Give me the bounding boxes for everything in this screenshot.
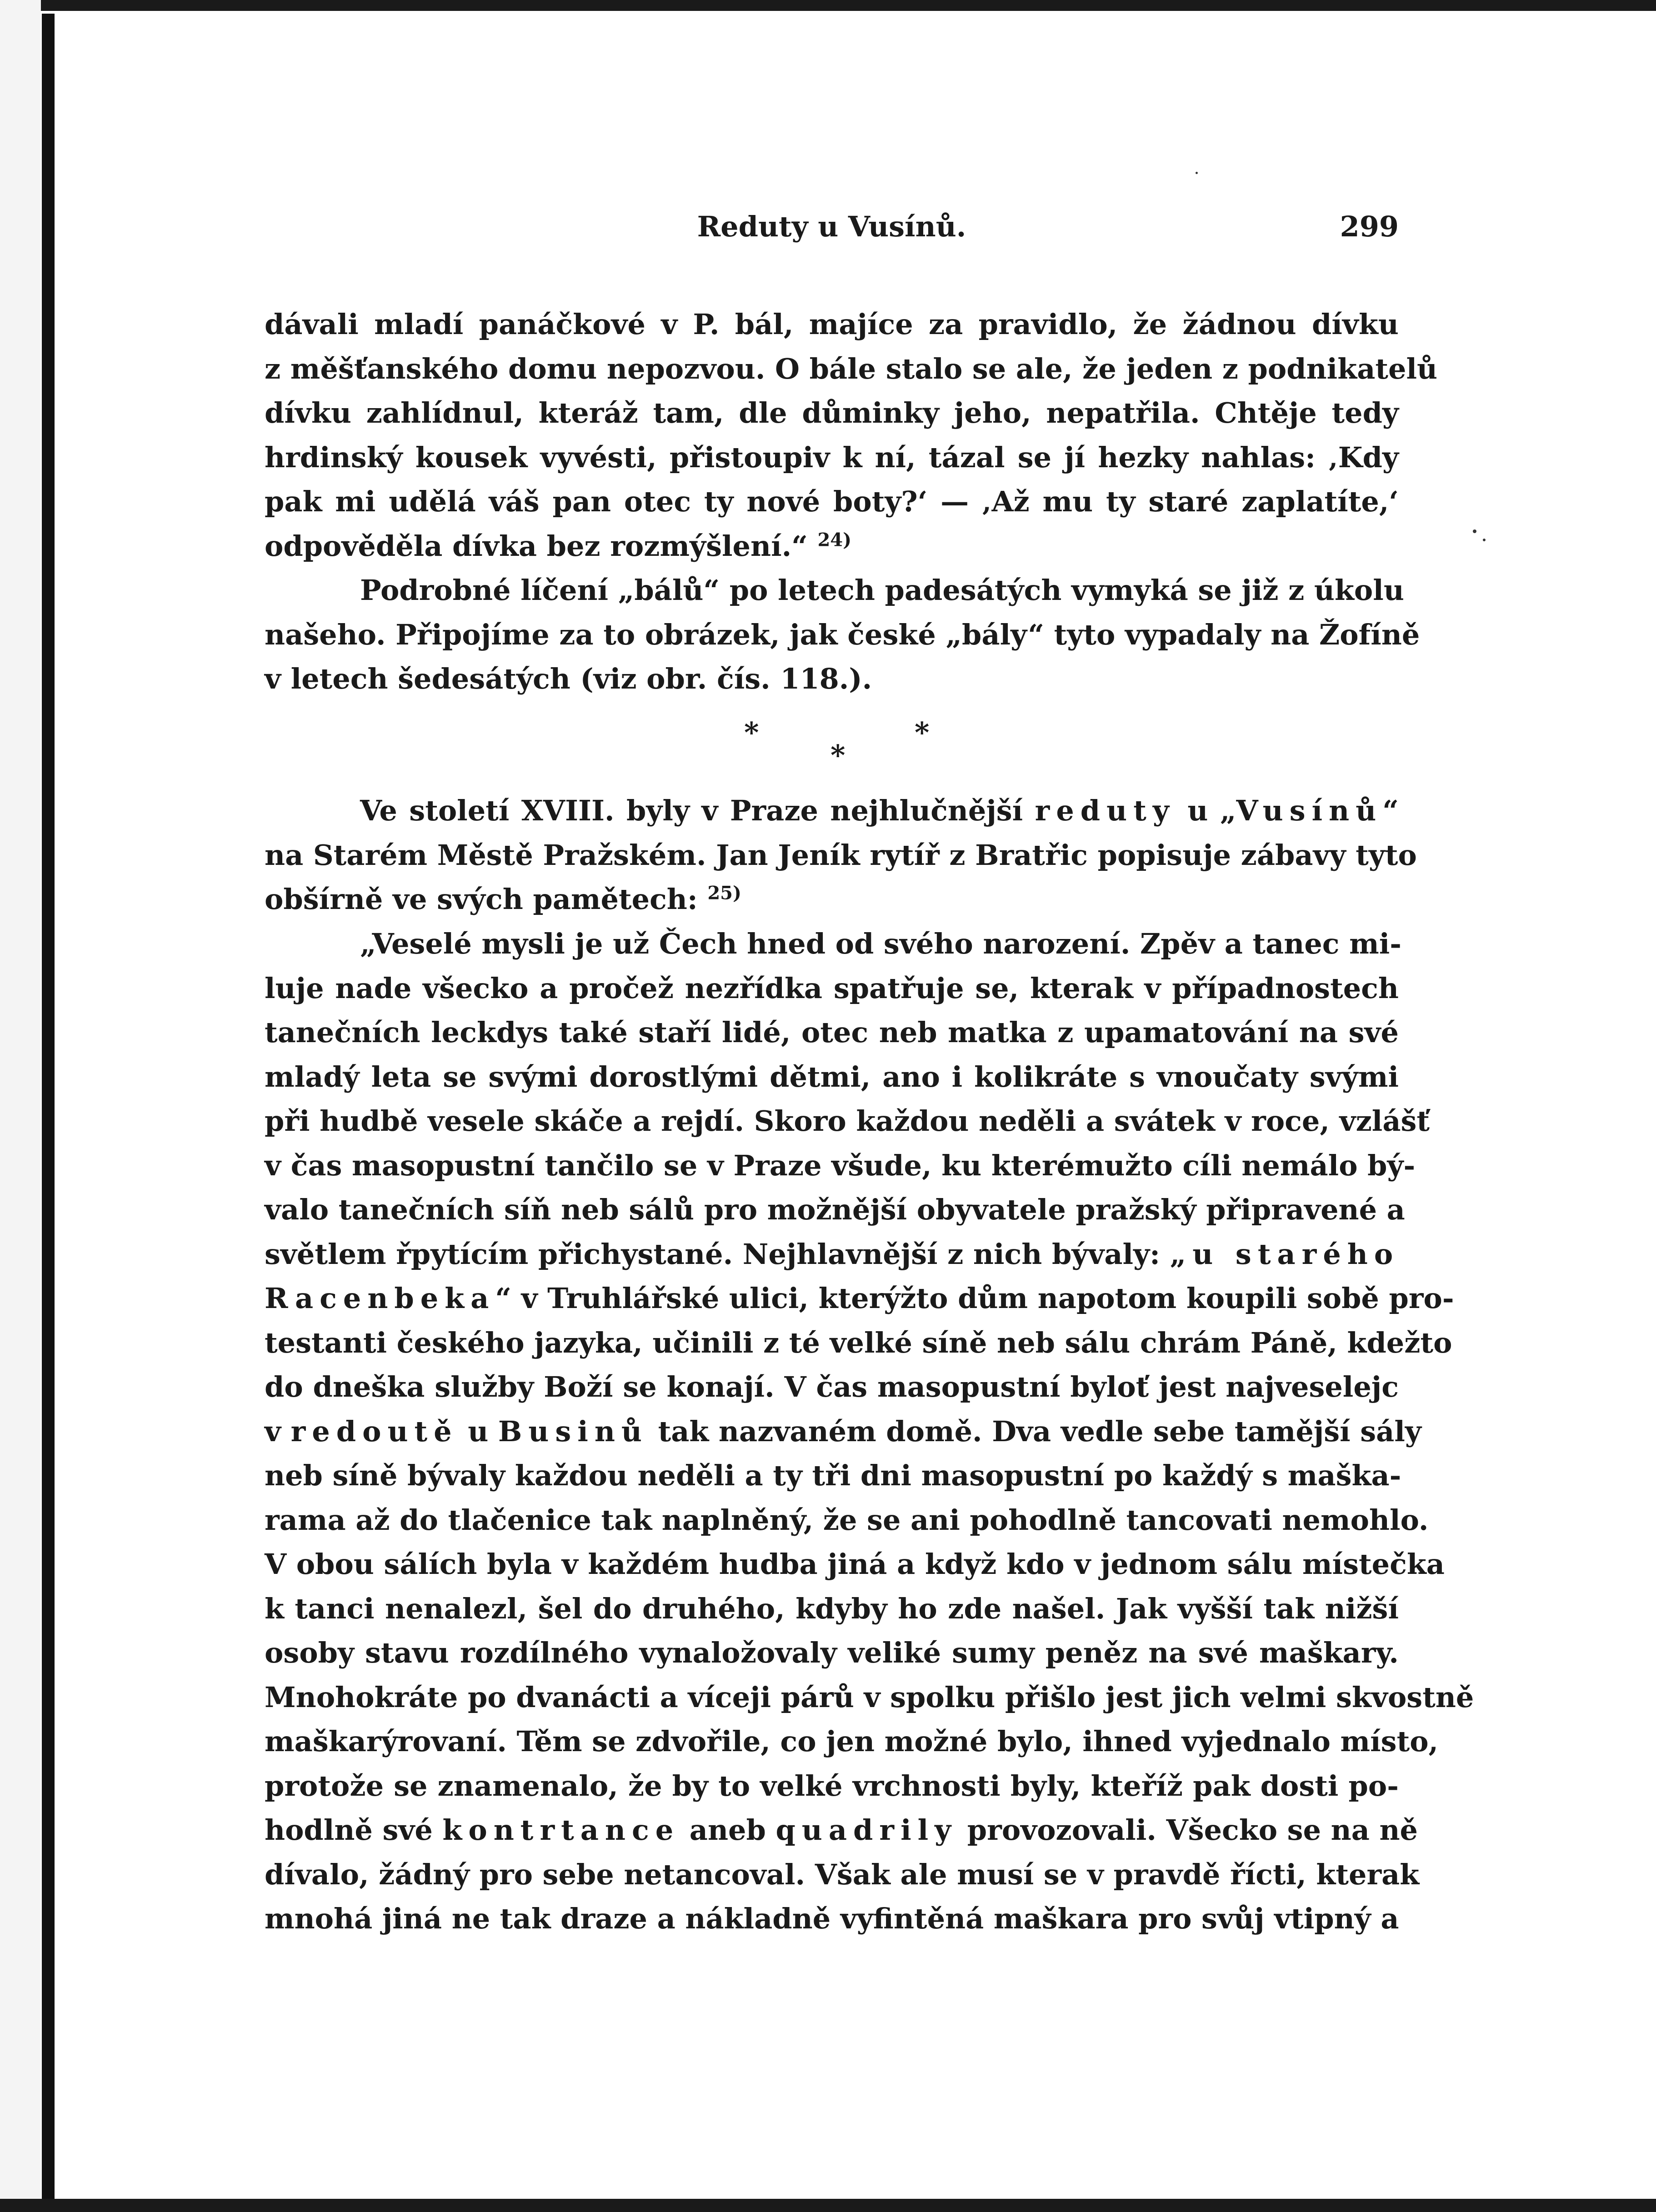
text-line: valo tanečních síň neb sálů pro možnější obyvatele pražský připravené a: [265, 1193, 1405, 1226]
footnote-reference: 24): [817, 529, 852, 550]
running-title: Reduty u Vusínů.: [697, 210, 966, 243]
text-fragment: u: [468, 1414, 489, 1448]
text-line: [265, 1409, 1421, 1454]
text-line: [265, 789, 1399, 833]
asterisk: *: [915, 716, 930, 749]
text-line: v čas masopustní tančilo se v Praze všude, ku kterémužto cíli nemálo bý-: [265, 1148, 1416, 1182]
asterisk: *: [831, 739, 846, 772]
scan-speck: [1483, 539, 1486, 541]
text-fragment: u „: [1187, 794, 1236, 827]
text-line: [265, 1276, 1454, 1321]
paragraph-balls: [265, 568, 1420, 701]
scan-border-left: [42, 14, 55, 2212]
scan-margin-left: [0, 0, 41, 2212]
text-line: tanečních leckdys také staří lidé, otec neb matka z upamatování na své: [265, 1016, 1399, 1049]
text-fragment: Ve století XVIII. byly v Praze nejhlučnější: [360, 794, 1023, 827]
footnote-reference: 25): [707, 882, 741, 904]
text-line: neb síně bývaly každou neděli a ty tři dni masopustní po každý s maška-: [265, 1459, 1401, 1492]
text-line: testanti českého jazyka, učinili z té velké síně neb sálu chrám Páně, kdežto: [265, 1326, 1452, 1359]
text-line: na Starém Městě Pražském. Jan Jeník rytíř z Bratřic popisuje zábavy tyto: [265, 838, 1417, 872]
spaced-emphasis: quadrily: [775, 1813, 958, 1847]
text-line: [265, 877, 1399, 922]
text-line: z měšťanského domu nepozvou. O bále stalo se ale, že jeden z podnikatelů: [265, 352, 1438, 385]
text-line: [265, 1808, 1418, 1852]
text-line: k tanci nenalezl, šel do druhého, kdyby ho zde našel. Jak vyšší tak nižší: [265, 1592, 1399, 1625]
spaced-emphasis: kontrtance: [442, 1813, 680, 1847]
spaced-emphasis: „u starého: [1170, 1237, 1400, 1271]
spaced-emphasis: Businů: [498, 1414, 648, 1448]
text-fragment: světlem řpytícím přichystané. Nejhlavnější z nich bývaly:: [265, 1237, 1161, 1271]
text-line: hrdinský kousek vyvésti, přistoupiv k ní, tázal se jí hezky nahlas: ‚Kdy: [265, 440, 1399, 474]
text-fragment: tak nazvaném domě. Dva vedle sebe tamější sály: [658, 1414, 1421, 1448]
text-line: dívalo, žádný pro sebe netancoval. Však ale musí se v pravdě řícti, kterak: [265, 1857, 1420, 1891]
text-line: V obou sálích byla v každém hudba jiná a když kdo v jednom sálu místečka: [265, 1548, 1445, 1581]
text-line: pak mi udělá váš pan otec ty nové boty?‘ — ‚Až mu ty staré zaplatíte,‘: [265, 485, 1399, 518]
text-fragment: aneb: [689, 1813, 766, 1847]
text-fragment: provozovali. Všecko se na ně: [967, 1813, 1418, 1847]
text-line: našeho. Připojíme za to obrázek, jak české „bály“ tyto vypadaly na Žofíně: [265, 618, 1420, 651]
paragraph-vusinu: [265, 789, 1417, 922]
text-line: Mnohokráte po dvanácti a víceji párů v spolku přišlo jest jich velmi skvostně: [265, 1680, 1474, 1714]
text-line: mladý leta se svými dorostlými dětmi, ano i kolikráte s vnoučaty svými: [265, 1060, 1399, 1094]
scan-speck: [1473, 529, 1476, 533]
text-line: při hudbě vesele skáče a rejdí. Skoro každou neděli a svátek v roce, vzlášť: [265, 1104, 1430, 1138]
paragraph-continued: [265, 302, 1438, 568]
text-line: protože se znamenalo, že by to velké vrchnosti byly, kteříž pak dosti po-: [265, 1769, 1399, 1803]
text-line: maškarýrovaní. Těm se zdvořile, co jen možné bylo, ihned vyjednalo místo,: [265, 1725, 1439, 1758]
scan-speck: [1196, 172, 1198, 174]
page-number: 299: [1340, 210, 1399, 243]
text-line: [265, 1232, 1399, 1277]
spaced-emphasis: redoutě: [290, 1414, 458, 1448]
text-line: mnohá jiná ne tak draze a nákladně vyfintěná maškara pro svůj vtipný a: [265, 1902, 1399, 1935]
spaced-emphasis: Racenbeka: [265, 1282, 495, 1315]
text-line: Podrobné líčení „bálů“ po letech padesátých vymyká se již z úkolu: [360, 574, 1404, 607]
text-fragment: v: [265, 1414, 281, 1448]
running-header: [265, 210, 1399, 260]
text-line: dávali mladí panáčkové v P. bál, majíce za pravidlo, že žádnou dívku: [265, 308, 1399, 341]
text-line: dívku zahlídnul, kteráž tam, dle důminky jeho, nepatřila. Chtěje tedy: [265, 396, 1399, 429]
text-line: osoby stavu rozdílného vynaložovaly veliké sumy peněz na své maškary.: [265, 1636, 1399, 1669]
text-line: „Veselé mysli je už Čech hned od svého narození. Zpěv a tanec mi-: [360, 927, 1402, 960]
section-separator: [265, 716, 1399, 784]
spaced-emphasis: Vusínů: [1236, 794, 1383, 827]
text-line: do dneška služby Boží se konají. V čas masopustní byloť jest najveselejc: [265, 1370, 1399, 1403]
paragraph-quotation: [265, 922, 1474, 1941]
text-line: rama až do tlačenice tak naplněný, že se ani pohodlně tancovati nemohlo.: [265, 1503, 1429, 1537]
spaced-emphasis: reduty: [1035, 794, 1176, 827]
scan-border-top: [0, 0, 1656, 11]
text-line: v letech šedesátých (viz obr. čís. 118.).: [265, 662, 872, 695]
text-fragment: obšírně ve svých pamětech:: [265, 883, 698, 916]
text-fragment: hodlně své: [265, 1813, 433, 1847]
text-fragment: “ v Truhlářské ulici, kterýžto dům napotom koupili sobě pro-: [495, 1282, 1454, 1315]
asterisk: *: [744, 716, 759, 749]
scan-border-bottom: [0, 2199, 1656, 2212]
text-line: [265, 524, 1399, 569]
text-fragment: odpověděla dívka bez rozmýšlení.“: [265, 529, 808, 563]
text-fragment: “: [1382, 794, 1399, 827]
text-line: luje nade všecko a pročež nezřídka spatřuje se, kterak v případnostech: [265, 971, 1399, 1005]
